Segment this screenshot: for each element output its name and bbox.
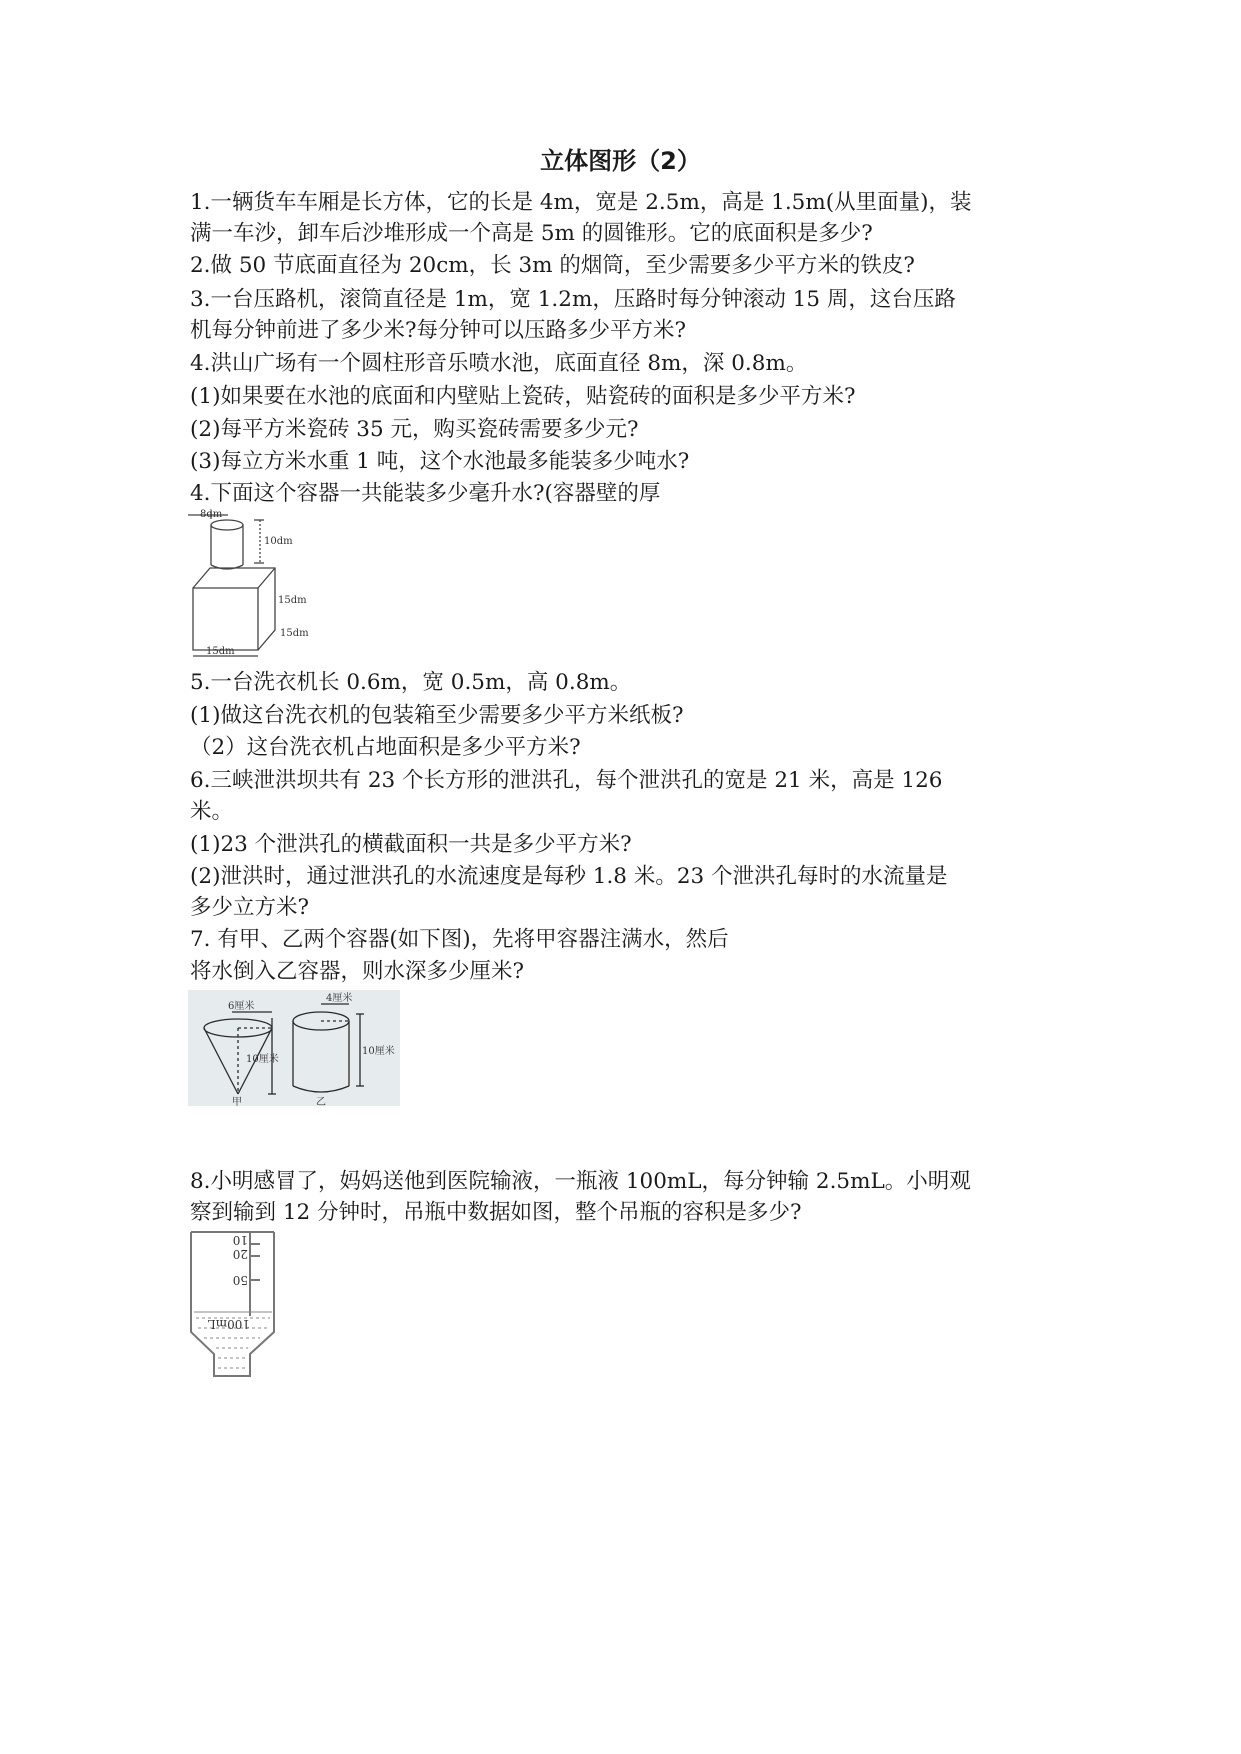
cone-cylinder-figure (188, 990, 400, 1106)
q2-line-1: 2.做 50 节底面直径为 20cm，长 3m 的烟筒，至少需要多少平方米的铁皮? (190, 253, 915, 278)
q6-line-1: 6.三峡泄洪坝共有 23 个长方形的泄洪孔，每个泄洪孔的宽是 21 米，高是 126 (190, 768, 943, 793)
cylinder-name-label: 乙 (316, 1097, 326, 1106)
q4b-line-1: 4.下面这个容器一共能装多少毫升水?(容器壁的厚 (190, 481, 661, 506)
q8-line-2: 察到输到 12 分钟时，吊瓶中数据如图，整个吊瓶的容积是多少? (190, 1200, 802, 1225)
q5-line-1: 5.一台洗衣机长 0.6m，宽 0.5m，高 0.8m。 (190, 670, 632, 695)
mark-20: 20 (232, 1247, 248, 1261)
container-figure (188, 508, 328, 658)
mark-10: 10 (232, 1233, 248, 1247)
q1-line-1: 1.一辆货车车厢是长方体，它的长是 4m，宽是 2.5m，高是 1.5m(从里面量)，装 (190, 190, 972, 215)
q7-line-2: 将水倒入乙容器，则水深多少厘米? (190, 959, 525, 984)
q3-line-1: 3.一台压路机，滚筒直径是 1m，宽 1.2m，压路时每分钟滚动 15 周，这台压路 (190, 287, 956, 312)
q3-line-2: 机每分钟前进了多少米?每分钟可以压路多少平方米? (190, 318, 687, 343)
cube-height-label: 15dm (278, 595, 307, 606)
q5-sub-1: (1)做这台洗衣机的包装箱至少需要多少平方米纸板? (190, 703, 684, 728)
mark-50: 50 (232, 1273, 248, 1287)
cyl-height-label: 10dm (264, 536, 293, 547)
q6-line-2: 米。 (190, 799, 234, 824)
iv-bottle-figure (188, 1228, 280, 1388)
cone-name-label: 甲 (232, 1097, 242, 1106)
q4-sub-1: (1)如果要在水池的底面和内壁贴上瓷砖，贴瓷砖的面积是多少平方米? (190, 384, 856, 409)
q5-sub-2: （2）这台洗衣机占地面积是多少平方米? (190, 735, 581, 760)
q6-sub-1: (1)23 个泄洪孔的横截面积一共是多少平方米? (190, 832, 632, 857)
cyl-radius-label: 4厘米 (326, 993, 353, 1004)
q6-sub-2: (2)泄洪时，通过泄洪孔的水流速度是每秒 1.8 米。23 个泄洪孔每时的水流量是 (190, 864, 948, 889)
cone-height-label: 10厘米 (246, 1054, 279, 1065)
q1-line-2: 满一车沙，卸车后沙堆形成一个高是 5m 的圆锥形。它的底面积是多少? (190, 221, 873, 246)
q4-line-1: 4.洪山广场有一个圆柱形音乐喷水池，底面直径 8m，深 0.8m。 (190, 351, 808, 376)
cyl-diameter-label: 8dm (200, 509, 223, 520)
page-title: 立体图形（2） (540, 147, 701, 175)
q6-sub-2b: 多少立方米? (190, 895, 310, 920)
mark-100ml: 100mL (207, 1317, 250, 1331)
q4-sub-2: (2)每平方米瓷砖 35 元，购买瓷砖需要多少元? (190, 417, 639, 442)
cube-depth-label: 15dm (280, 628, 309, 639)
q8-line-1: 8.小明感冒了，妈妈送他到医院输液，一瓶液 100mL，每分钟输 2.5mL。小明观 (190, 1169, 971, 1194)
cyl-height-label: 10厘米 (362, 1046, 395, 1057)
cone-radius-label: 6厘米 (228, 1001, 255, 1012)
q7-line-1: 7. 有甲、乙两个容器(如下图)，先将甲容器注满水，然后 (190, 927, 729, 952)
q4-sub-3: (3)每立方米水重 1 吨，这个水池最多能装多少吨水? (190, 449, 690, 474)
cube-width-label: 15dm (206, 646, 235, 657)
